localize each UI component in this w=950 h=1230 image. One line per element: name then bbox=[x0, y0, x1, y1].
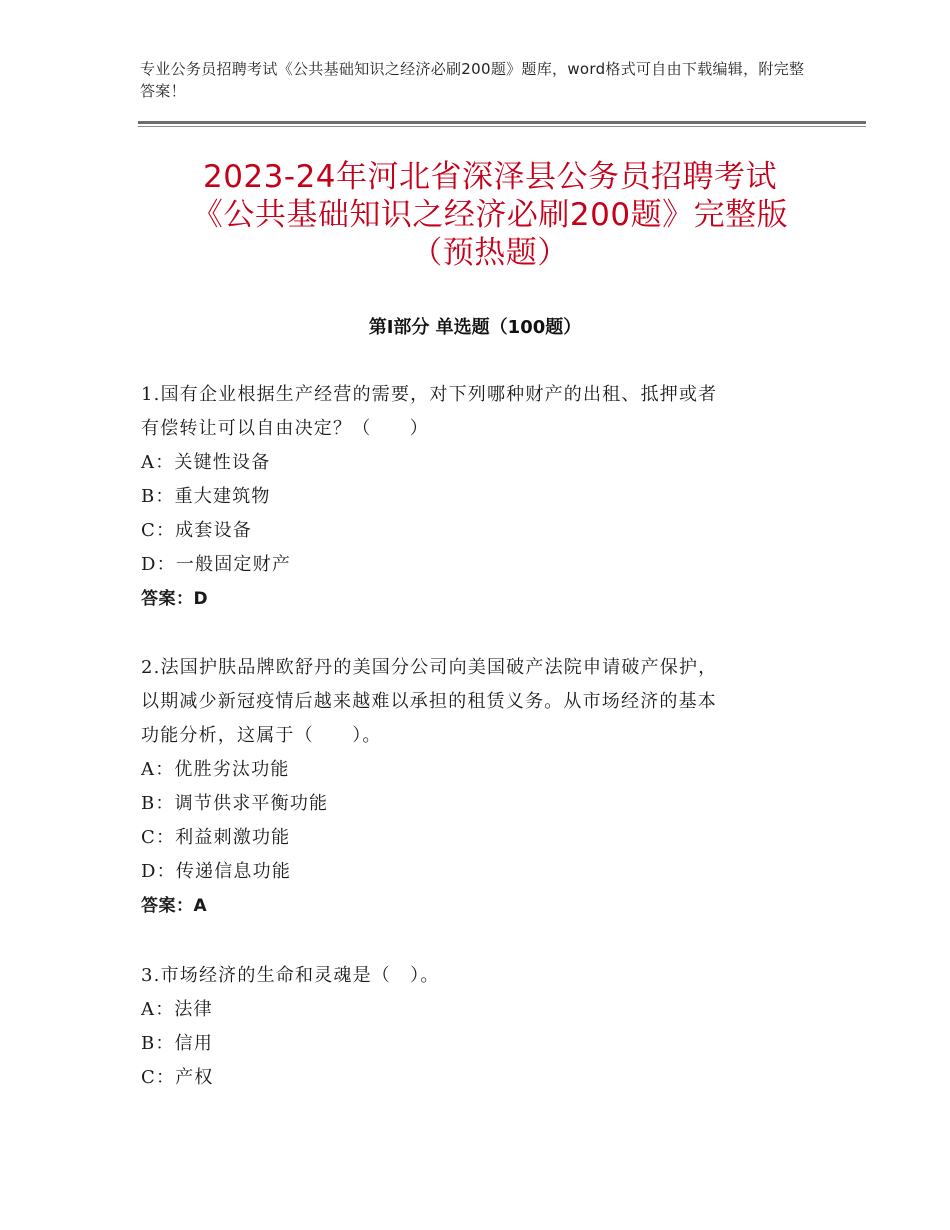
option-c: C：利益刺激功能 bbox=[141, 827, 291, 848]
answer: 答案：D bbox=[141, 589, 209, 609]
header-note: 专业公务员招聘考试《公共基础知识之经济必刷200题》题库，word格式可自由下载编辑，附完整答案！ bbox=[140, 60, 805, 100]
document-title bbox=[120, 158, 860, 272]
question-2 bbox=[141, 651, 821, 923]
title-line-2: 《公共基础知识之经济必刷200题》完整版 bbox=[191, 197, 789, 233]
question-3 bbox=[141, 959, 821, 1095]
question-stem-line: 1.国有企业根据生产经营的需要，对下列哪种财产的出租、抵押或者 bbox=[141, 384, 718, 405]
option-c: C：成套设备 bbox=[141, 520, 252, 541]
option-a: A：法律 bbox=[141, 999, 213, 1020]
option-b: B：信用 bbox=[141, 1033, 214, 1054]
question-stem-line: 功能分析，这属于（ ）。 bbox=[141, 725, 382, 746]
option-b: B：调节供求平衡功能 bbox=[141, 793, 329, 814]
question-stem-line: 以期减少新冠疫情后越来越难以承担的租赁义务。从市场经济的基本 bbox=[141, 691, 717, 712]
question-1 bbox=[141, 378, 821, 616]
option-b: B：重大建筑物 bbox=[141, 486, 271, 507]
option-d: D：一般固定财产 bbox=[141, 554, 292, 575]
answer: 答案：A bbox=[141, 896, 208, 916]
title-line-1: 2023-24年河北省深泽县公务员招聘考试 bbox=[202, 159, 778, 195]
option-d: D：传递信息功能 bbox=[141, 861, 292, 882]
option-a: A：关键性设备 bbox=[141, 452, 271, 473]
question-stem-line: 3.市场经济的生命和灵魂是（ ）。 bbox=[141, 965, 440, 986]
question-stem-line: 2.法国护肤品牌欧舒丹的美国分公司向美国破产法院申请破产保护， bbox=[141, 657, 718, 678]
title-line-3: （预热题） bbox=[411, 235, 569, 271]
option-a: A：优胜劣汰功能 bbox=[141, 759, 290, 780]
header-divider-thick bbox=[138, 121, 866, 124]
option-c: C：产权 bbox=[141, 1067, 214, 1088]
section-title: 第Ⅰ部分 单选题（100题） bbox=[368, 317, 582, 338]
question-stem-line: 有偿转让可以自由决定？（ ） bbox=[141, 418, 429, 439]
header-divider-thin bbox=[138, 126, 866, 127]
